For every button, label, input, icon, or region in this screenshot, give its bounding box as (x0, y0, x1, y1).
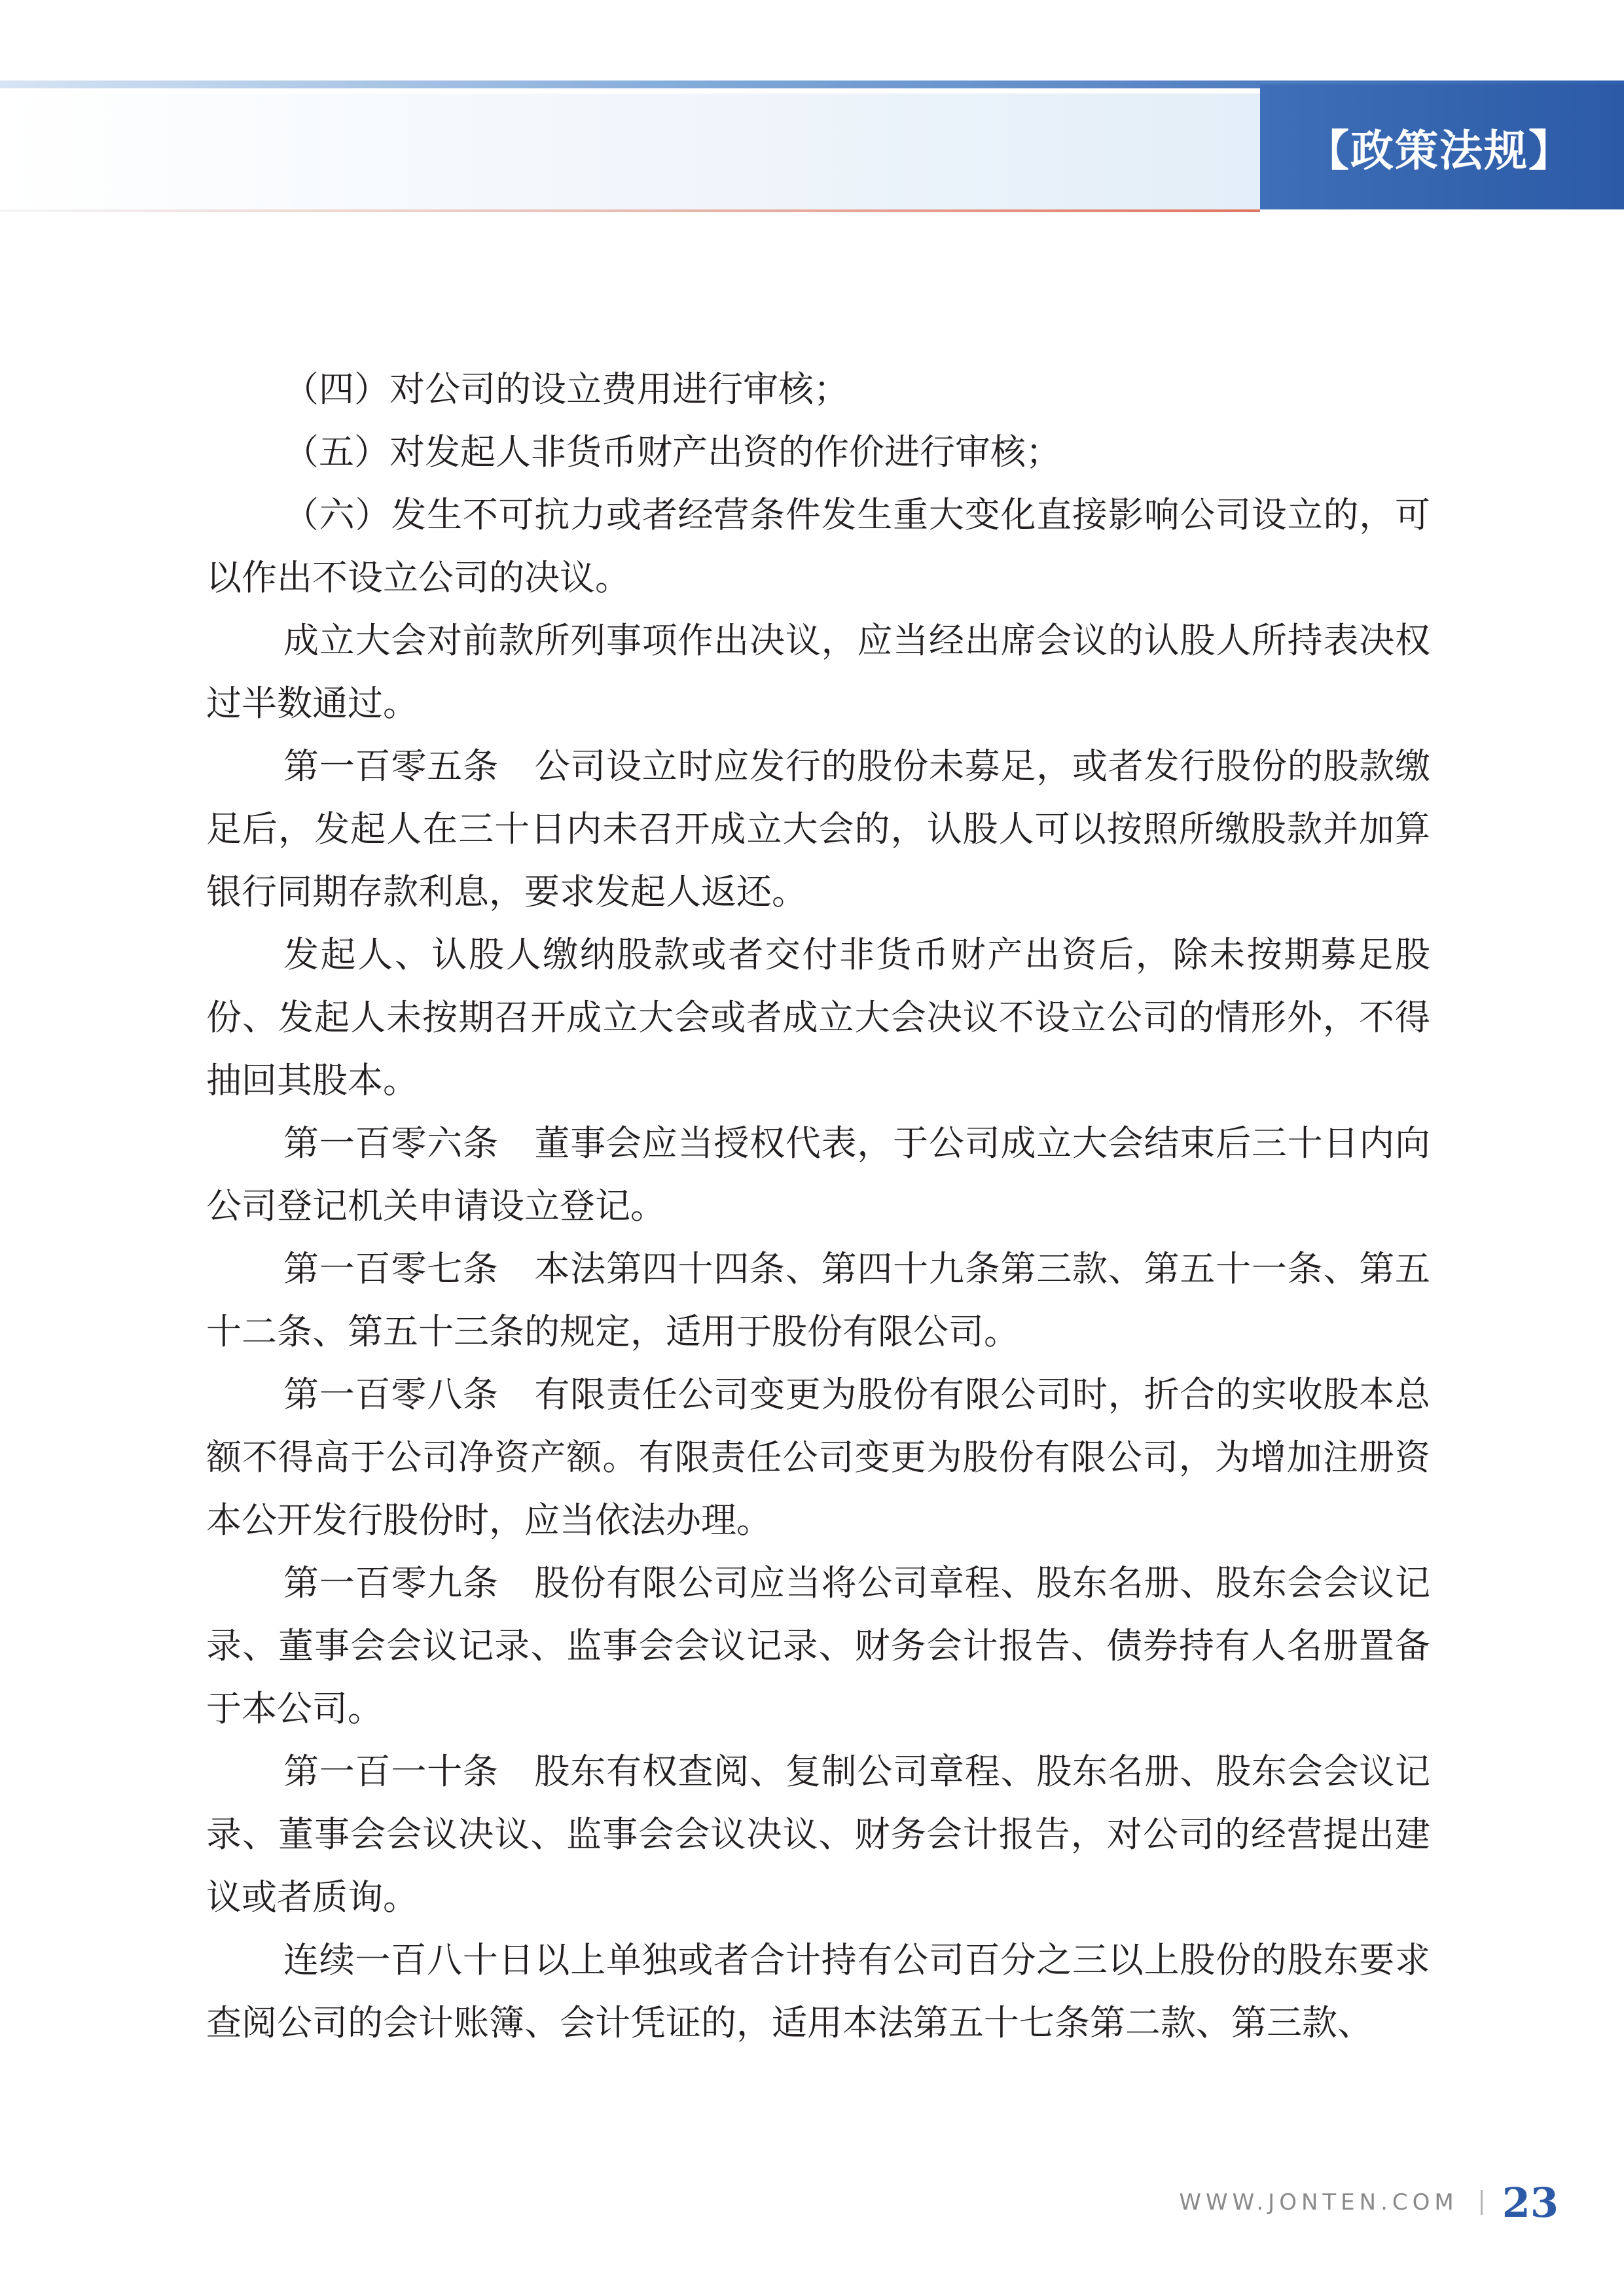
paragraph: 第一百零七条 本法第四十四条、第四十九条第三款、第五十一条、第五十二条、第五十三条的规定，适用于股份有限公司。 (206, 1248, 1430, 1352)
website-url: WWW.JONTEN.COM (1179, 2189, 1458, 2215)
paragraph: 发起人、认股人缴纳股款或者交付非货币财产出资后，除未按期募足股份、发起人未按期召开成立大会或者成立大会决议不设立公司的情形外，不得抽回其股本。 (206, 934, 1430, 1101)
paragraph: 第一百零六条 董事会应当授权代表，于公司成立大会结束后三十日内向公司登记机关申请设立登记。 (206, 1122, 1430, 1227)
footer-divider (1481, 2190, 1483, 2215)
paragraph: 第一百零五条 公司设立时应发行的股份未募足，或者发行股份的股款缴足后，发起人在三十日内未召开成立大会的，认股人可以按照所缴股款并加算银行同期存款利息，要求发起人返还。 (206, 745, 1430, 912)
header-divider-rule (0, 209, 1260, 212)
paragraph: （五）对发起人非货币财产出资的作价进行审核； (283, 431, 1061, 473)
section-tab (1260, 84, 1624, 209)
article-body (206, 358, 1430, 2054)
section-label: 【政策法规】 (1306, 125, 1573, 176)
header-panel (0, 94, 1260, 209)
paragraph: 第一百零九条 股份有限公司应当将公司章程、股东名册、股东会会议记录、董事会会议记录、监事会会议记录、财务会计报告、债券持有人名册置备于本公司。 (206, 1562, 1430, 1729)
paragraph: （四）对公司的设立费用进行审核； (283, 368, 849, 410)
paragraph: 成立大会对前款所列事项作出决议，应当经出席会议的认股人所持表决权过半数通过。 (206, 620, 1430, 724)
paragraph: 连续一百八十日以上单独或者合计持有公司百分之三以上股份的股东要求查阅公司的会计账簿、会计凭证的，适用本法第五十七条第二款、第三款、 (206, 1939, 1430, 2043)
page-footer (1179, 2173, 1559, 2232)
page-number: 23 (1502, 2178, 1559, 2227)
paragraph: （六）发生不可抗力或者经营条件发生重大变化直接影响公司设立的，可以作出不设立公司的决议。 (206, 494, 1430, 598)
paragraph: 第一百一十条 股东有权查阅、复制公司章程、股东名册、股东会会议记录、董事会会议决议、监事会会议决议、财务会计报告，对公司的经营提出建议或者质询。 (206, 1751, 1430, 1918)
paragraph: 第一百零八条 有限责任公司变更为股份有限公司时，折合的实收股本总额不得高于公司净资产额。有限责任公司变更为股份有限公司，为增加注册资本公开发行股份时，应当依法办理。 (206, 1374, 1430, 1541)
